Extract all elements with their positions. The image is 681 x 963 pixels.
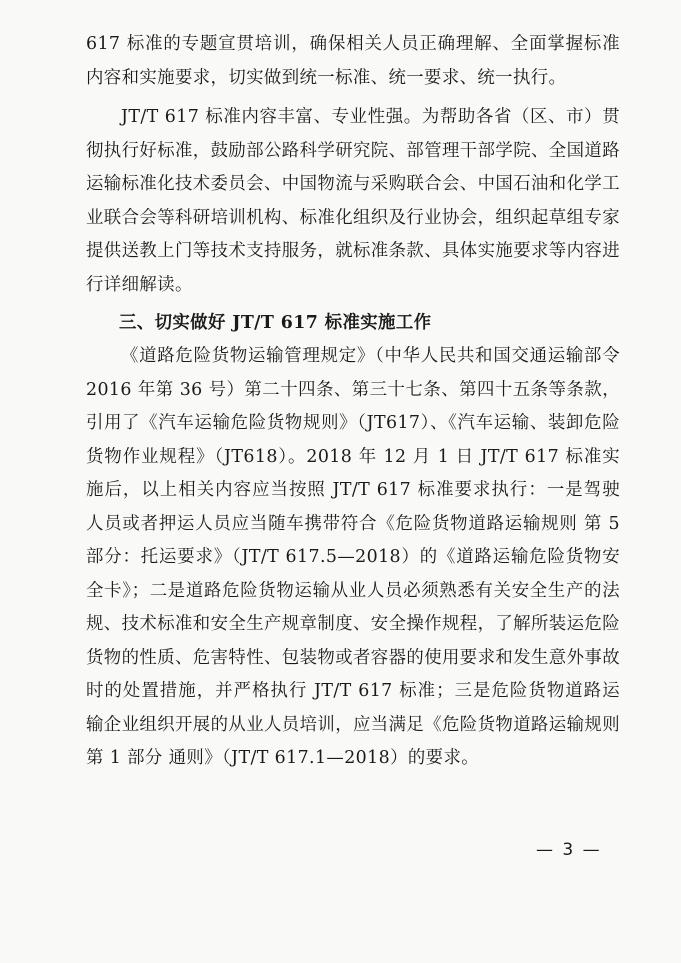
paragraph-1-text: 617 标准的专题宣贯培训，确保相关人员正确理解、全面掌握标准内容和实施要求，切实做到统一标准、统一要求、统一执行。 [86, 34, 620, 88]
section-heading-3 [119, 307, 619, 341]
paragraph-3 [86, 340, 620, 776]
paragraph-1 [86, 28, 620, 95]
section-heading-3-text: 三、切实做好 JT/T 617 标准实施工作 [119, 313, 432, 333]
paragraph-3-text: 《道路危险货物运输管理规定》（中华人民共和国交通运输部令 2016 年第 36 号）第二十四条、第三十七条、第四十五条等条款，引用了《汽车运输危险货物规则》（JT617）、《汽车运输、装卸危险货物作业规程》（JT618）。2018 年 12 月 1 日 JT/T 617 标准实施后，以上相关内容应当按照 JT/T 617 标准要求执行：一是驾驶人员或者押运人员应当随车携带符合《危险货物道路运输规则 第 5 部分：托运要求》（JT/T 617.5—2018）的《道路运输危险货物安全卡》；二是道路危险货物运输从业人员必须熟悉有关安全生产的法规、技术标准和安全生产规章制度、安全操作规程，了解所装运危险货物的性质、危害特性、包装物或者容器的使用要求和发生意外事故时的处置措施，并严格执行 JT/T 617 标准；三是危险货物道路运输企业组织开展的从业人员培训，应当满足《危险货物道路运输规则 第 1 部分 通则》（JT/T 617.1—2018）的要求。 [86, 346, 620, 768]
paragraph-2 [86, 101, 620, 302]
paragraph-2-text: JT/T 617 标准内容丰富、专业性强。为帮助各省（区、市）贯彻执行好标准，鼓励部公路科学研究院、部管理干部学院、全国道路运输标准化技术委员会、中国物流与采购联合会、中国石油和化学工业联合会等科研培训机构、标准化组织及行业协会，组织起草组专家提供送教上门等技术支持服务，就标准条款、具体实施要求等内容进行详细解读。 [86, 107, 620, 295]
page-number: — 3 — [536, 840, 602, 860]
